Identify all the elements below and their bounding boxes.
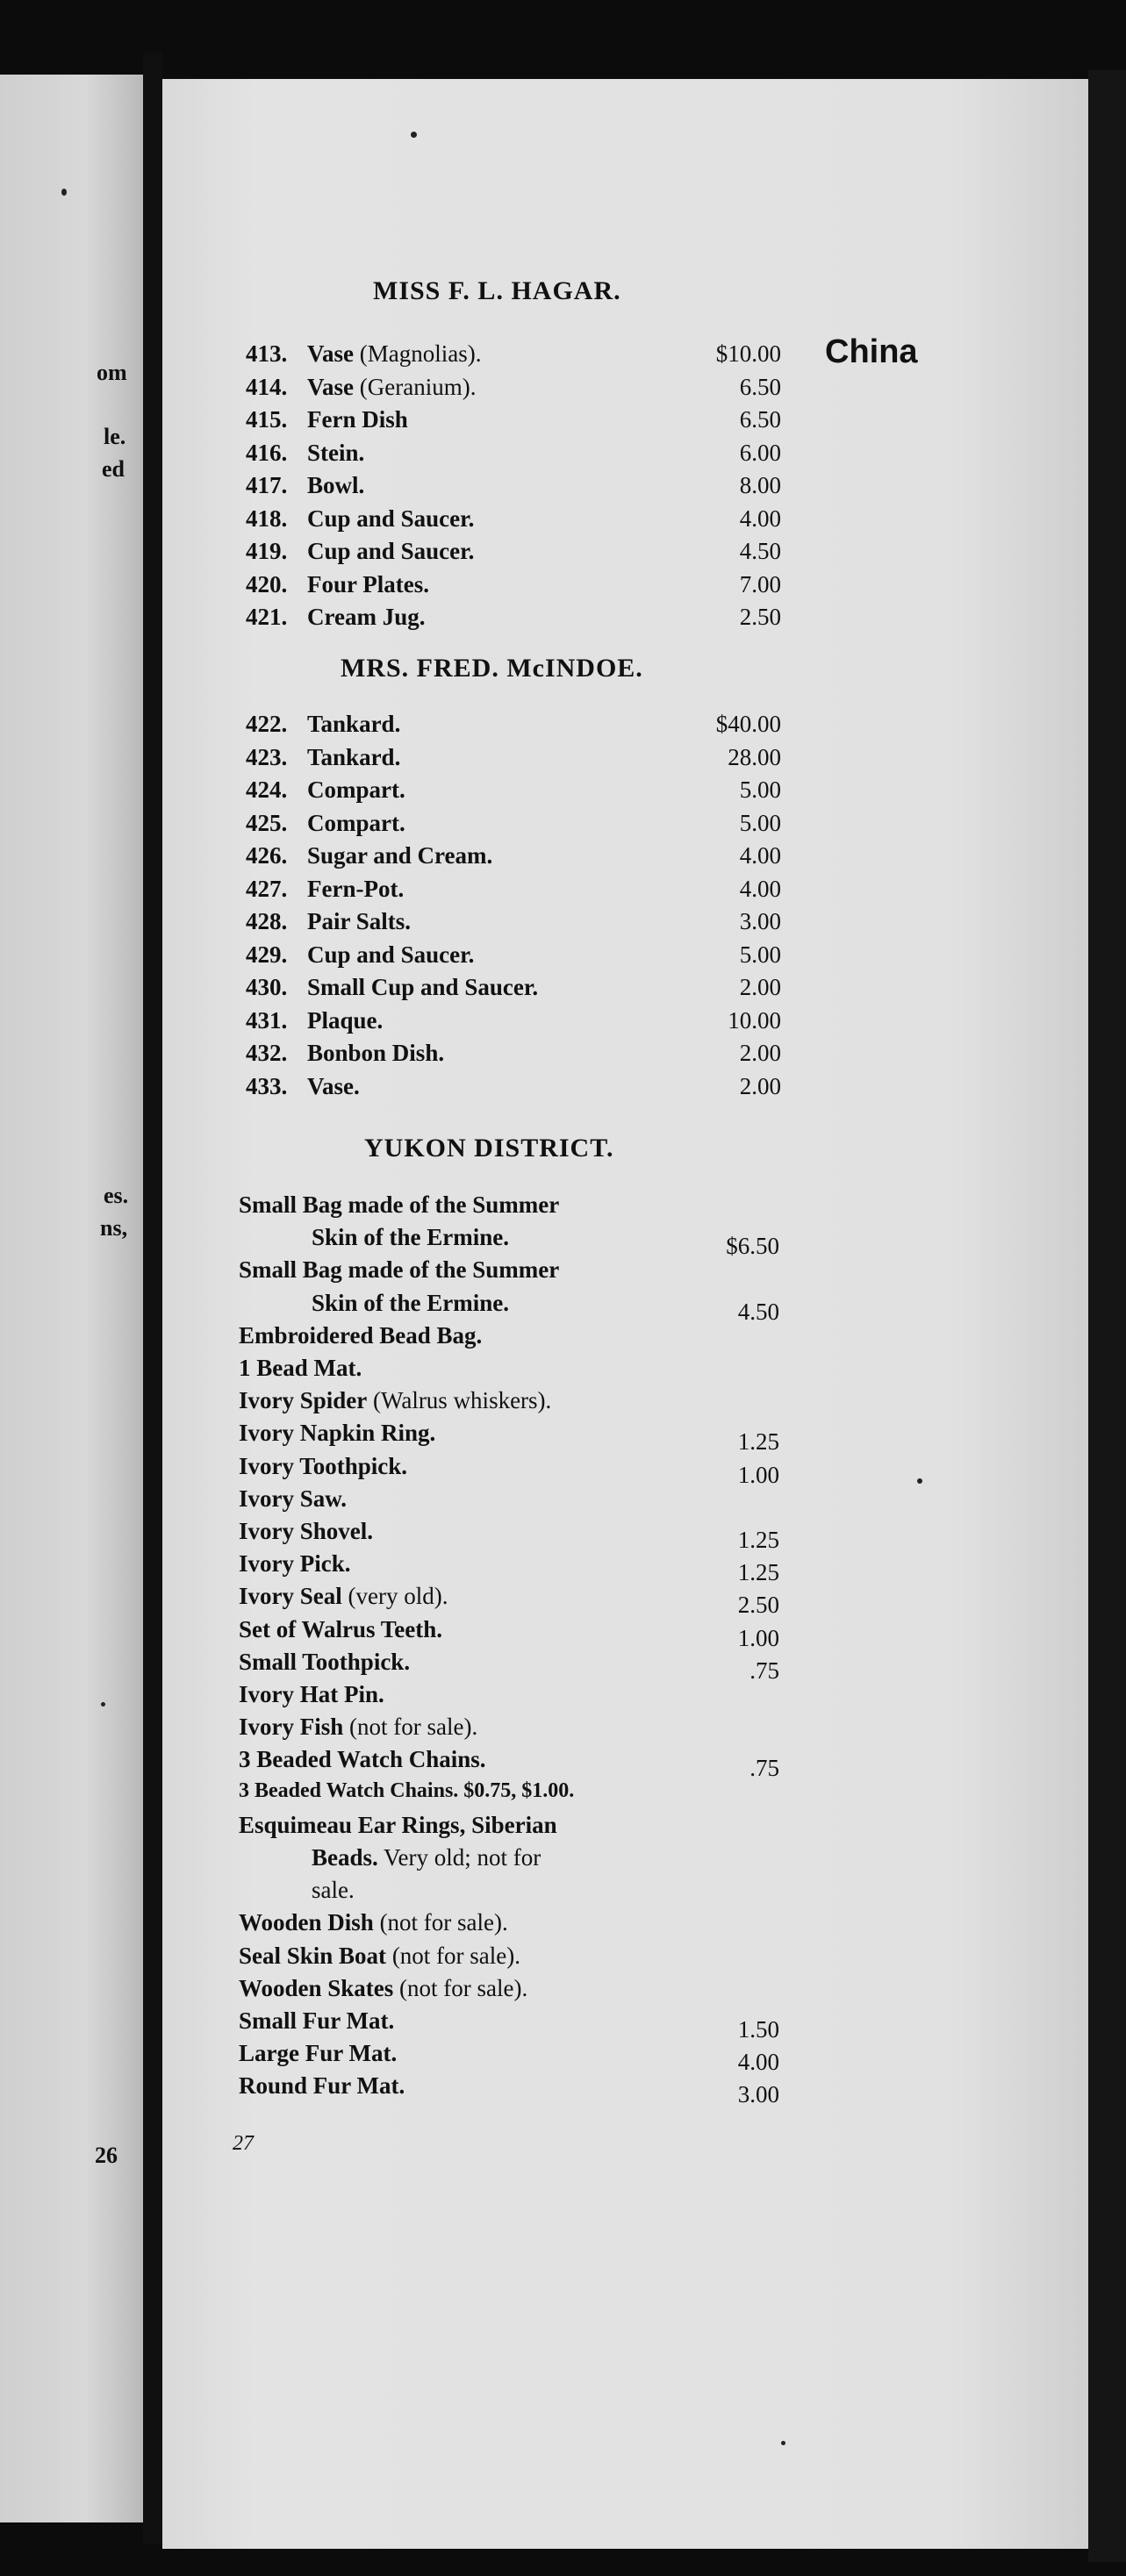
item-title: Fern Dish — [307, 406, 408, 433]
list-item — [0, 406, 1126, 438]
item-title: Small Fur Mat. — [239, 2007, 395, 2034]
speck — [61, 189, 67, 196]
item-title: Ivory Napkin Ring. — [239, 1420, 436, 1447]
item-price: 4.00 — [739, 875, 781, 902]
item-price: 1.00 — [737, 1461, 779, 1488]
list-item — [239, 1550, 351, 1578]
item-title: Fern-Pot. — [307, 875, 405, 902]
list-item — [0, 1073, 1126, 1105]
item-name — [307, 472, 364, 499]
item-title: Skin of the Ermine. — [312, 1224, 510, 1251]
item-title: 3 Beaded Watch Chains. $0.75, $1.00. — [239, 1778, 575, 1802]
list-item — [239, 1616, 442, 1643]
list-item — [0, 1007, 1126, 1039]
item-name — [307, 842, 492, 869]
item-title: Ivory Spider — [239, 1387, 368, 1414]
left-page-fragment: 26 — [95, 2143, 118, 2168]
speck — [101, 1702, 105, 1707]
section-title: MRS. FRED. McINDOE. — [341, 654, 643, 683]
item-title: Stein. — [307, 439, 365, 466]
lot-number: 417. — [246, 472, 288, 498]
list-item — [0, 941, 1126, 973]
item-name — [307, 876, 404, 903]
item-price: 6.50 — [739, 406, 781, 433]
list-item — [239, 2040, 397, 2067]
speck — [411, 132, 417, 138]
item-name — [307, 1073, 360, 1100]
list-item — [0, 374, 1126, 405]
item-title: Vase — [307, 373, 355, 400]
item-name — [307, 1040, 444, 1067]
list-item — [239, 1583, 448, 1610]
item-title: Small Toothpick. — [239, 1648, 411, 1675]
item-note: (Geranium). — [354, 373, 477, 400]
item-name — [307, 711, 400, 738]
item-name — [307, 340, 481, 368]
lot-number: 419. — [246, 538, 288, 564]
item-title: Beads. — [312, 1844, 378, 1871]
list-item — [239, 1779, 574, 1803]
item-price: 28.00 — [728, 743, 781, 770]
item-price: 2.00 — [739, 1072, 781, 1099]
item-title: Large Fur Mat. — [239, 2040, 398, 2067]
item-title: Compart. — [307, 809, 405, 836]
item-title: Ivory Pick. — [239, 1550, 351, 1578]
item-title: Cup and Saucer. — [307, 538, 475, 564]
list-item — [239, 1453, 407, 1480]
item-price: 6.00 — [739, 439, 781, 466]
item-note: (not for sale). — [373, 1909, 508, 1936]
lot-number: 432. — [246, 1040, 288, 1066]
item-title: Cup and Saucer. — [307, 504, 475, 532]
item-name — [307, 1007, 383, 1034]
item-price: 4.50 — [737, 1298, 779, 1325]
item-price: 1.50 — [737, 2016, 779, 2043]
item-price: 2.50 — [739, 604, 781, 630]
list-item — [239, 1355, 362, 1382]
item-title: Ivory Toothpick. — [239, 1452, 408, 1479]
list-item — [312, 1224, 509, 1251]
left-page-fragment: es. — [104, 1183, 129, 1208]
list-item — [239, 1975, 527, 2002]
item-title: Vase. — [307, 1072, 360, 1099]
item-title: Tankard. — [307, 711, 401, 737]
item-price: 10.00 — [728, 1006, 781, 1034]
item-price: .75 — [749, 1755, 779, 1782]
lot-number: 423. — [246, 743, 288, 770]
item-name — [307, 374, 476, 401]
list-item — [239, 1256, 559, 1284]
item-title: Ivory Shovel. — [239, 1518, 374, 1544]
section-title: YUKON DISTRICT. — [364, 1134, 614, 1163]
item-title: Sugar and Cream. — [307, 842, 493, 869]
list-item — [239, 1649, 410, 1676]
item-title: Bowl. — [307, 472, 365, 498]
item-price: 8.00 — [739, 472, 781, 498]
list-item — [0, 810, 1126, 841]
lot-number: 427. — [246, 875, 288, 902]
list-item — [239, 1191, 559, 1219]
left-page-fragment: ns, — [100, 1215, 128, 1241]
item-note: Very old; not for — [377, 1844, 541, 1871]
item-title: Plaque. — [307, 1006, 384, 1034]
item-note: (Walrus whiskers). — [367, 1387, 552, 1414]
list-item — [0, 776, 1126, 808]
item-title: Vase — [307, 340, 355, 367]
lot-number: 415. — [246, 406, 288, 433]
lot-number: 421. — [246, 604, 288, 630]
list-item — [0, 1040, 1126, 1071]
item-name — [307, 406, 408, 433]
item-note: (not for sale). — [343, 1714, 478, 1741]
item-note: (very old). — [341, 1583, 448, 1610]
item-price: .75 — [749, 1657, 779, 1684]
item-price: 4.00 — [739, 842, 781, 869]
item-title: Small Bag made of the Summer — [239, 1191, 560, 1218]
item-title: Embroidered Bead Bag. — [239, 1321, 483, 1349]
lot-number: 418. — [246, 504, 288, 532]
item-price: 5.00 — [739, 941, 781, 968]
item-title: 1 Bead Mat. — [239, 1355, 362, 1381]
item-price: $10.00 — [715, 340, 781, 367]
item-price: 7.00 — [739, 570, 781, 597]
item-title: Bonbon Dish. — [307, 1040, 445, 1066]
item-title: Small Cup and Saucer. — [307, 974, 539, 1000]
list-item — [239, 1322, 482, 1349]
lot-number: 430. — [246, 974, 288, 1000]
list-item — [0, 744, 1126, 776]
list-item — [0, 538, 1126, 569]
item-price: 2.50 — [737, 1592, 779, 1619]
lot-number: 433. — [246, 1072, 288, 1099]
item-price: 5.00 — [739, 809, 781, 836]
item-name — [307, 571, 429, 598]
left-page-fragment: om — [97, 360, 127, 385]
item-name — [307, 505, 474, 533]
list-item — [0, 974, 1126, 1005]
lot-number: 431. — [246, 1006, 288, 1034]
item-title: Cream Jug. — [307, 604, 426, 630]
item-price: $6.50 — [726, 1233, 779, 1260]
item-price: 3.00 — [737, 2081, 779, 2108]
item-title: Round Fur Mat. — [239, 2072, 405, 2100]
item-title: Seal Skin Boat — [239, 1942, 387, 1969]
list-item — [312, 1290, 509, 1317]
lot-number: 414. — [246, 373, 288, 400]
item-title: Ivory Hat Pin. — [239, 1681, 384, 1707]
list-item — [0, 876, 1126, 907]
item-name — [307, 908, 411, 935]
list-item — [0, 711, 1126, 742]
item-price: 4.00 — [737, 2049, 779, 2076]
list-item — [239, 1943, 520, 1970]
left-page-fragment: le. — [104, 424, 126, 449]
list-item — [239, 2072, 405, 2100]
item-title: Pair Salts. — [307, 908, 412, 934]
page-number: 27 — [233, 2132, 254, 2155]
list-item — [239, 1420, 435, 1447]
item-name — [307, 776, 405, 804]
list-item — [239, 1909, 508, 1936]
item-price: 1.25 — [737, 1527, 779, 1553]
item-name — [307, 604, 426, 631]
item-title: Wooden Dish — [239, 1909, 374, 1936]
left-page-fragment: ed — [102, 456, 125, 482]
list-item — [239, 1812, 557, 1839]
item-name — [307, 974, 538, 1001]
list-item — [239, 1485, 347, 1513]
item-price: 1.25 — [737, 1559, 779, 1586]
list-item — [0, 908, 1126, 940]
list-item — [0, 472, 1126, 504]
list-item — [239, 1681, 384, 1708]
list-item — [0, 604, 1126, 635]
item-name — [307, 538, 474, 565]
item-name — [307, 810, 405, 837]
list-item — [0, 571, 1126, 603]
lot-number: 424. — [246, 776, 288, 803]
category-label: China — [825, 333, 918, 370]
item-price: 1.00 — [737, 1624, 779, 1651]
item-name — [307, 941, 474, 969]
item-note: (Magnolias). — [354, 340, 482, 367]
item-price: 2.00 — [739, 974, 781, 1000]
item-price: 3.00 — [739, 908, 781, 934]
item-name — [307, 440, 364, 467]
list-item — [0, 842, 1126, 874]
item-name — [307, 744, 400, 771]
list-item — [0, 440, 1126, 471]
item-title: 3 Beaded Watch Chains. — [239, 1746, 486, 1773]
speck — [781, 2441, 785, 2445]
item-price: $40.00 — [715, 711, 781, 737]
lot-number: 422. — [246, 711, 288, 737]
list-item — [239, 1387, 551, 1414]
speck — [917, 1478, 922, 1484]
lot-number: 429. — [246, 941, 288, 968]
lot-number: 425. — [246, 809, 288, 836]
item-title: Small Bag made of the Summer — [239, 1256, 560, 1284]
item-title: Set of Walrus Teeth. — [239, 1615, 443, 1642]
item-price: 4.50 — [739, 538, 781, 564]
item-title: Wooden Skates — [239, 1974, 394, 2001]
item-note: (not for sale). — [393, 1974, 528, 2001]
item-price: 5.00 — [739, 776, 781, 803]
item-price: 1.25 — [737, 1428, 779, 1456]
lot-number: 413. — [246, 340, 288, 367]
item-note: sale. — [312, 1877, 355, 1904]
lot-number: 428. — [246, 908, 288, 934]
section-title: MISS F. L. HAGAR. — [373, 276, 621, 305]
list-item — [0, 505, 1126, 537]
item-title: Four Plates. — [307, 570, 429, 597]
list-item — [239, 2007, 394, 2035]
lot-number: 420. — [246, 570, 288, 597]
list-item — [239, 1746, 486, 1773]
item-price: 6.50 — [739, 373, 781, 400]
item-title: Cup and Saucer. — [307, 941, 475, 968]
item-title: Ivory Saw. — [239, 1485, 348, 1512]
item-title: Esquimeau Ear Rings, Siberian — [239, 1811, 557, 1838]
item-title: Tankard. — [307, 743, 401, 770]
lot-number: 426. — [246, 842, 288, 869]
item-title: Ivory Fish — [239, 1714, 344, 1741]
list-item — [239, 1714, 477, 1741]
item-title: Compart. — [307, 776, 405, 803]
item-title: Skin of the Ermine. — [312, 1289, 510, 1316]
item-title: Ivory Seal — [239, 1583, 342, 1610]
item-price: 4.00 — [739, 504, 781, 532]
lot-number: 416. — [246, 439, 288, 466]
list-item — [0, 340, 1126, 372]
item-note: (not for sale). — [386, 1942, 521, 1969]
list-item — [239, 1518, 373, 1545]
item-price: 2.00 — [739, 1040, 781, 1066]
list-item — [312, 1844, 541, 1871]
list-item — [312, 1877, 355, 1904]
